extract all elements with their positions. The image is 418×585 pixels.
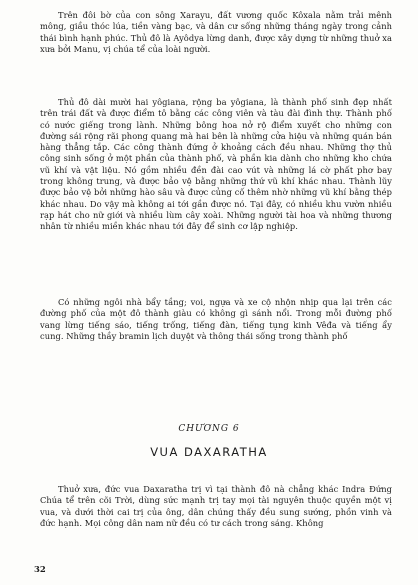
chapter-number: CHƯƠNG 6 xyxy=(178,424,240,434)
paragraph: Thủ đô dài mười hai yôgiana, rộng ba yôgiana, là thành phố sinh đẹp nhất trên trái đất và được điểm tô bằng các công viên và tàu đài đình thự. Thành phố có nước giếng trong lành. Những bông hoa nở rộ điểm xuyết cho những con đường sái rộng rãi phong quang mà hai bên là những cửa hiệu và những quán bán hàng thẳng tắp. Các công thành đứng ở khoảng cách đều nhau. Những thợ thủ công sinh sống ở một phần của thành phố, và phần kia dành cho những kho chứa vũ khí và vật liệu. Nó gồm nhiều đền đài cao vút và những lá cờ phất phơ bay trong không trung, và được bảo vệ bằng những thứ vũ khí khác nhau. Thành lũy được bảo vệ bởi những hào sâu và được củng cố thêm nhờ những vũ khí bằng thép khác nhau. Do vậy mà không ai tới gần được nó. Tại đây, có nhiều khu vườn nhiều rạp hát cho nữ giới và nhiều lùm cây xoài. Những người tài hoa và những thương nhân từ nhiều miền khác nhau tới đây để sinh cơ lập nghiệp. xyxy=(40,97,392,232)
paragraph: Trên đôi bờ của con sông Xarayu, đất vương quốc Kôxala nằm trải mênh mông, giầu thóc lúa, tiền vàng bạc, và dân cư sống những tháng ngày trong cảnh thái bình hạnh phúc. Thủ đô là Ayôdya lừng danh, được xây dựng từ những thuở xa xưa bởi Manu, vị chúa tể của loài người. xyxy=(40,10,392,54)
paragraph: Có những ngôi nhà bẩy tầng; voi, ngựa và xe cộ nhộn nhịp qua lại trên các đường phố của một đô thành giàu có không gì sánh nổi. Trong mỗi đường phố vang lừng tiếng sáo, tiếng trống, tiếng đàn, tiếng tụng kinh Vêđa và tiếng ẩy cung. Những thầy bramin lịch duyệt và thông thái sống trong thành phố xyxy=(40,297,392,341)
page-number: 32 xyxy=(34,565,46,575)
paragraph: Thuở xưa, đức vua Daxaratha trị vì tại thành đô nà chẳng khác Indra Đứng Chúa tể trên cõi Trời, dùng sức mạnh trị tay mọi tài nguyên thuộc quyền một vị vua, và dưới thời cai trị của ông, dân chúng thấy đều sung sướng, phồn vinh và đức hạnh. Mọi công dân nam nữ đều có tư cách trong sáng. Không xyxy=(40,484,392,528)
chapter-title: VUA DAXARATHA xyxy=(150,445,268,459)
